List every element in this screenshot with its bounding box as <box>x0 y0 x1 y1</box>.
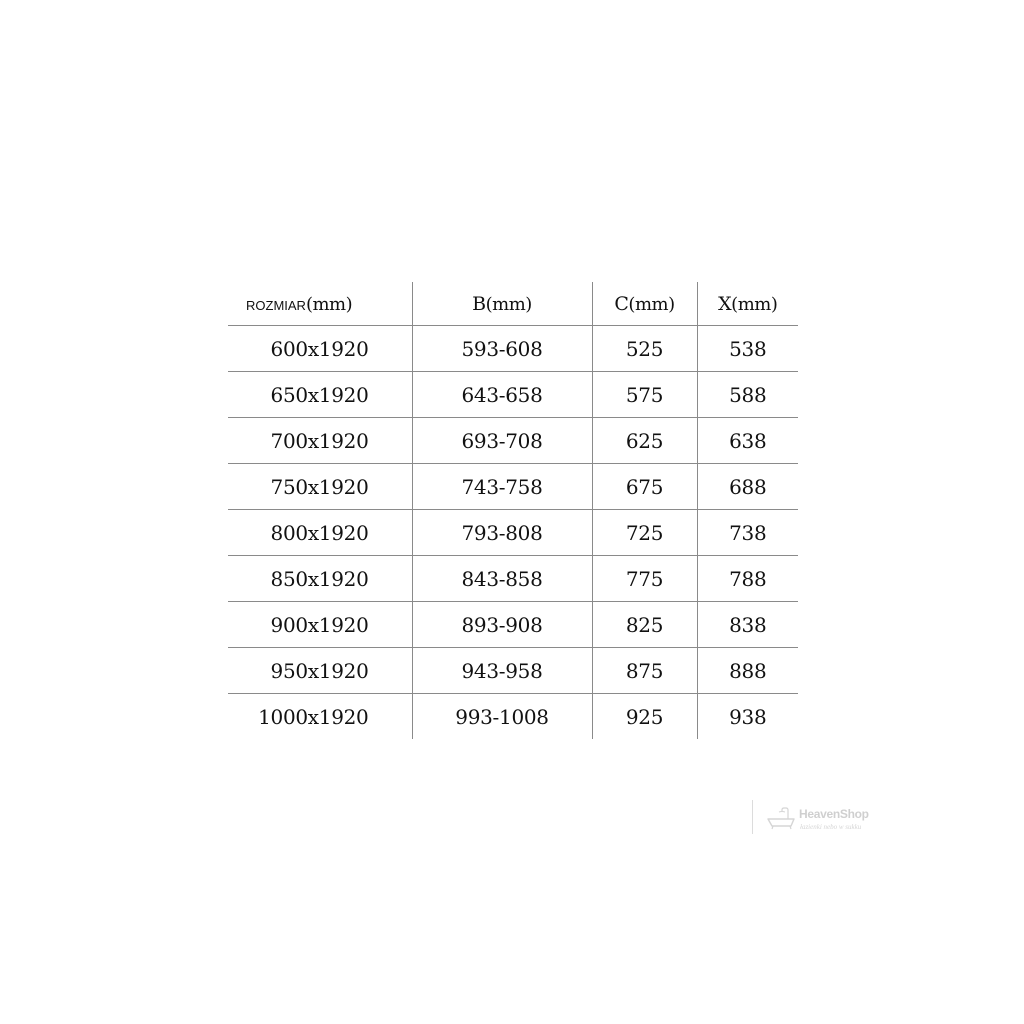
cell-c: 525 <box>592 326 697 372</box>
cell-x: 738 <box>697 510 798 556</box>
header-row <box>228 282 798 326</box>
cell-b: 743-758 <box>412 464 592 510</box>
header-c-label: C <box>614 292 629 315</box>
cell-rozmiar: 650x1920 <box>228 372 412 418</box>
cell-c: 725 <box>592 510 697 556</box>
cell-b: 843-858 <box>412 556 592 602</box>
header-rozmiar <box>228 282 412 326</box>
table-row <box>228 464 798 510</box>
cell-rozmiar: 800x1920 <box>228 510 412 556</box>
cell-b: 693-708 <box>412 418 592 464</box>
header-x-label: X <box>718 292 732 315</box>
cell-x: 888 <box>697 648 798 694</box>
table-row <box>228 510 798 556</box>
header-c-unit: (mm) <box>628 293 675 315</box>
cell-c: 825 <box>592 602 697 648</box>
cell-rozmiar: 750x1920 <box>228 464 412 510</box>
watermark-brand-name: HeavenShop <box>799 807 869 821</box>
header-b-unit: (mm) <box>485 293 532 315</box>
header-c <box>592 282 697 326</box>
table-row <box>228 326 798 372</box>
cell-x: 638 <box>697 418 798 464</box>
bathtub-icon <box>766 806 796 830</box>
header-rozmiar-unit: (mm) <box>305 293 353 315</box>
cell-c: 575 <box>592 372 697 418</box>
watermark-slogan: łazienki nebo w sukku <box>800 823 862 831</box>
header-b-label: B <box>472 292 486 315</box>
size-table <box>228 282 798 739</box>
table-row <box>228 372 798 418</box>
cell-x: 788 <box>697 556 798 602</box>
cell-rozmiar: 950x1920 <box>228 648 412 694</box>
cell-c: 675 <box>592 464 697 510</box>
cell-x: 838 <box>697 602 798 648</box>
table-row <box>228 694 798 740</box>
cell-x: 588 <box>697 372 798 418</box>
header-b <box>412 282 592 326</box>
cell-b: 643-658 <box>412 372 592 418</box>
cell-c: 925 <box>592 694 697 740</box>
cell-rozmiar: 850x1920 <box>228 556 412 602</box>
cell-rozmiar: 600x1920 <box>228 326 412 372</box>
cell-b: 593-608 <box>412 326 592 372</box>
table-row <box>228 556 798 602</box>
table-row <box>228 602 798 648</box>
cell-x: 688 <box>697 464 798 510</box>
cell-b: 943-958 <box>412 648 592 694</box>
header-x-unit: (mm) <box>731 293 778 315</box>
cell-c: 875 <box>592 648 697 694</box>
cell-x: 538 <box>697 326 798 372</box>
heavenshop-watermark <box>752 798 882 838</box>
header-x <box>697 282 798 326</box>
cell-x: 938 <box>697 694 798 740</box>
cell-c: 625 <box>592 418 697 464</box>
cell-rozmiar: 900x1920 <box>228 602 412 648</box>
cell-rozmiar: 700x1920 <box>228 418 412 464</box>
cell-c: 775 <box>592 556 697 602</box>
header-rozmiar-label: ROZMIAR <box>246 297 306 313</box>
table-row <box>228 418 798 464</box>
cell-rozmiar: 1000x1920 <box>258 704 369 729</box>
cell-b: 993-1008 <box>412 694 592 740</box>
watermark-divider <box>752 800 753 834</box>
table-row <box>228 648 798 694</box>
cell-b: 793-808 <box>412 510 592 556</box>
cell-b: 893-908 <box>412 602 592 648</box>
